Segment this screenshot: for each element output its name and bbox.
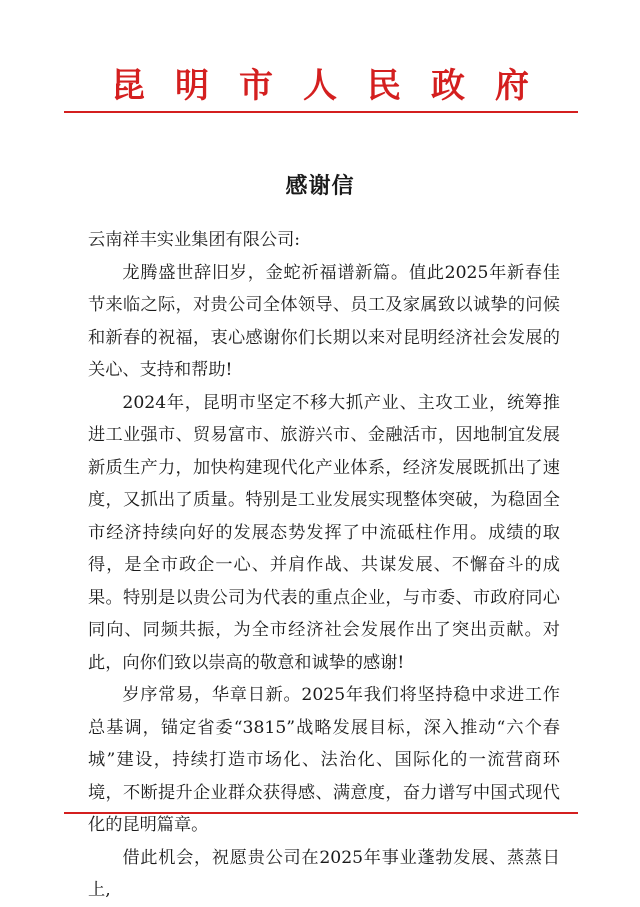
letter-body bbox=[88, 224, 560, 907]
letter-salutation: 云南祥丰实业集团有限公司: bbox=[88, 230, 301, 250]
government-letterhead: 昆明市人民政府 bbox=[111, 66, 559, 106]
letter-paragraph-1: 龙腾盛世辞旧岁，金蛇祈福谱新篇。值此2025年新春佳节来临之际，对贵公司全体领导、员工及家属致以诚挚的问候和新春的祝福，衷心感谢你们长期以来对昆明经济社会发展的关心、支持和帮助! bbox=[88, 262, 560, 380]
letter-paragraph-3: 岁序常易，华章日新。2025年我们将坚持稳中求进工作总基调，锚定省委“3815”战略发展目标，深入推动“六个春城”建设，持续打造市场化、法治化、国际化的一流营商环境，不断提升企业群众获得感、满意度，奋力谱写中国式现代化的昆明篇章。 bbox=[88, 685, 560, 835]
letter-title: 感谢信 bbox=[285, 173, 355, 199]
letter-paragraph-4: 借此机会，祝愿贵公司在2025年事业蓬勃发展、蒸蒸日上, bbox=[88, 847, 560, 900]
letterhead-top-rule bbox=[64, 111, 578, 113]
letter-paragraph-2: 2024年，昆明市坚定不移大抓产业、主攻工业，统筹推进工业强市、贸易富市、旅游兴市、金融活市，因地制宜发展新质生产力，加快构建现代化产业体系，经济发展既抓出了速度，又抓出了质量。特别是工业发展实现整体突破，为稳固全市经济持续向好的发展态势发挥了中流砥柱作用。成绩的取得，是全市政企一心、并肩作战、共谋发展、不懈奋斗的成果。特别是以贵公司为代表的重点企业，与市委、市政府同心同向、同频共振，为全市经济社会发展作出了突出贡献。对此，向你们致以崇高的敬意和诚挚的感谢! bbox=[88, 392, 560, 673]
page-bottom-rule bbox=[64, 812, 578, 814]
